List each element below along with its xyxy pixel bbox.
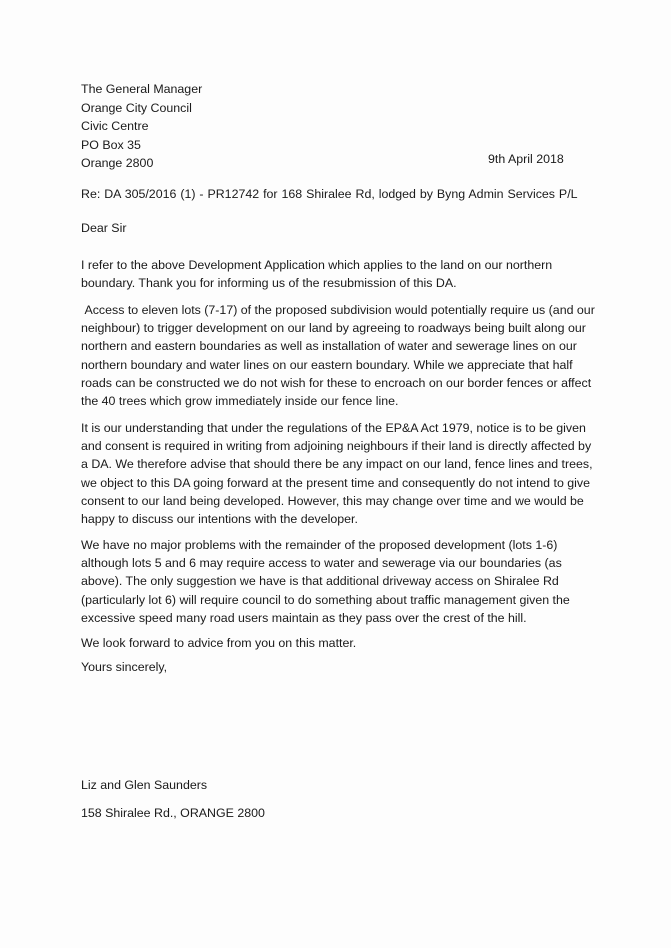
- closing: Yours sincerely,: [81, 660, 168, 674]
- recipient-line: The General Manager: [81, 82, 203, 96]
- recipient-line: Civic Centre: [81, 119, 149, 133]
- body-paragraph: We look forward to advice from you on this matter.: [81, 636, 357, 650]
- recipient-line: PO Box 35: [81, 137, 141, 152]
- salutation: Dear Sir: [81, 221, 127, 235]
- body-paragraph: I refer to the above Development Application which applies to the land on our northern boundary. Thank you for informing us of the resubmission of this DA.: [81, 258, 553, 291]
- body-paragraph: We have no major problems with the remainder of the proposed development (lots 1-6) although lots 5 and 6 may require access to water and sewerage via our boundaries (as above). The only suggestion we have is that additional driveway access on Shiralee Rd (particularly lot 6) will require council to do something about traffic management given the excessive speed many road users maintain as they pass over the crest of the hill.: [81, 538, 570, 625]
- signer-name: Liz and Glen Saunders: [81, 778, 208, 792]
- body-paragraph: Access to eleven lots (7-17) of the proposed subdivision would potentially require us (and our neighbour) to trigger development on our land by agreeing to roadways being built along our northern and eastern boundaries as well as installation of water and sewerage lines on our northern boundary and water lines on our eastern boundary. While we appreciate that half roads can be constructed we do not wish for these to encroach on our border fences or affect the 40 trees which grow immediately inside our fence line.: [81, 303, 599, 409]
- signer-address: 158 Shiralee Rd., ORANGE 2800: [81, 806, 265, 820]
- recipient-line: Orange City Council: [81, 100, 192, 115]
- letter-date: 9th April 2018: [488, 152, 564, 166]
- recipient-line: Orange 2800: [81, 156, 154, 170]
- subject-line: Re: DA 305/2016 (1) - PR12742 for 168 Shiralee Rd, lodged by Byng Admin Services P/L: [81, 187, 578, 201]
- recipient-address: [81, 80, 202, 173]
- body-paragraph: It is our understanding that under the regulations of the EP&A Act 1979, notice is to be given and consent is required in writing from adjoining neighbours if their land is directly affected by a DA. We therefore advise that should there be any impact on our land, fence lines and trees, we object to this DA going forward at the present time and consequently do not intend to give consent to our land being developed. However, this may change over time and we would be happy to discuss our intentions with the developer.: [81, 421, 593, 527]
